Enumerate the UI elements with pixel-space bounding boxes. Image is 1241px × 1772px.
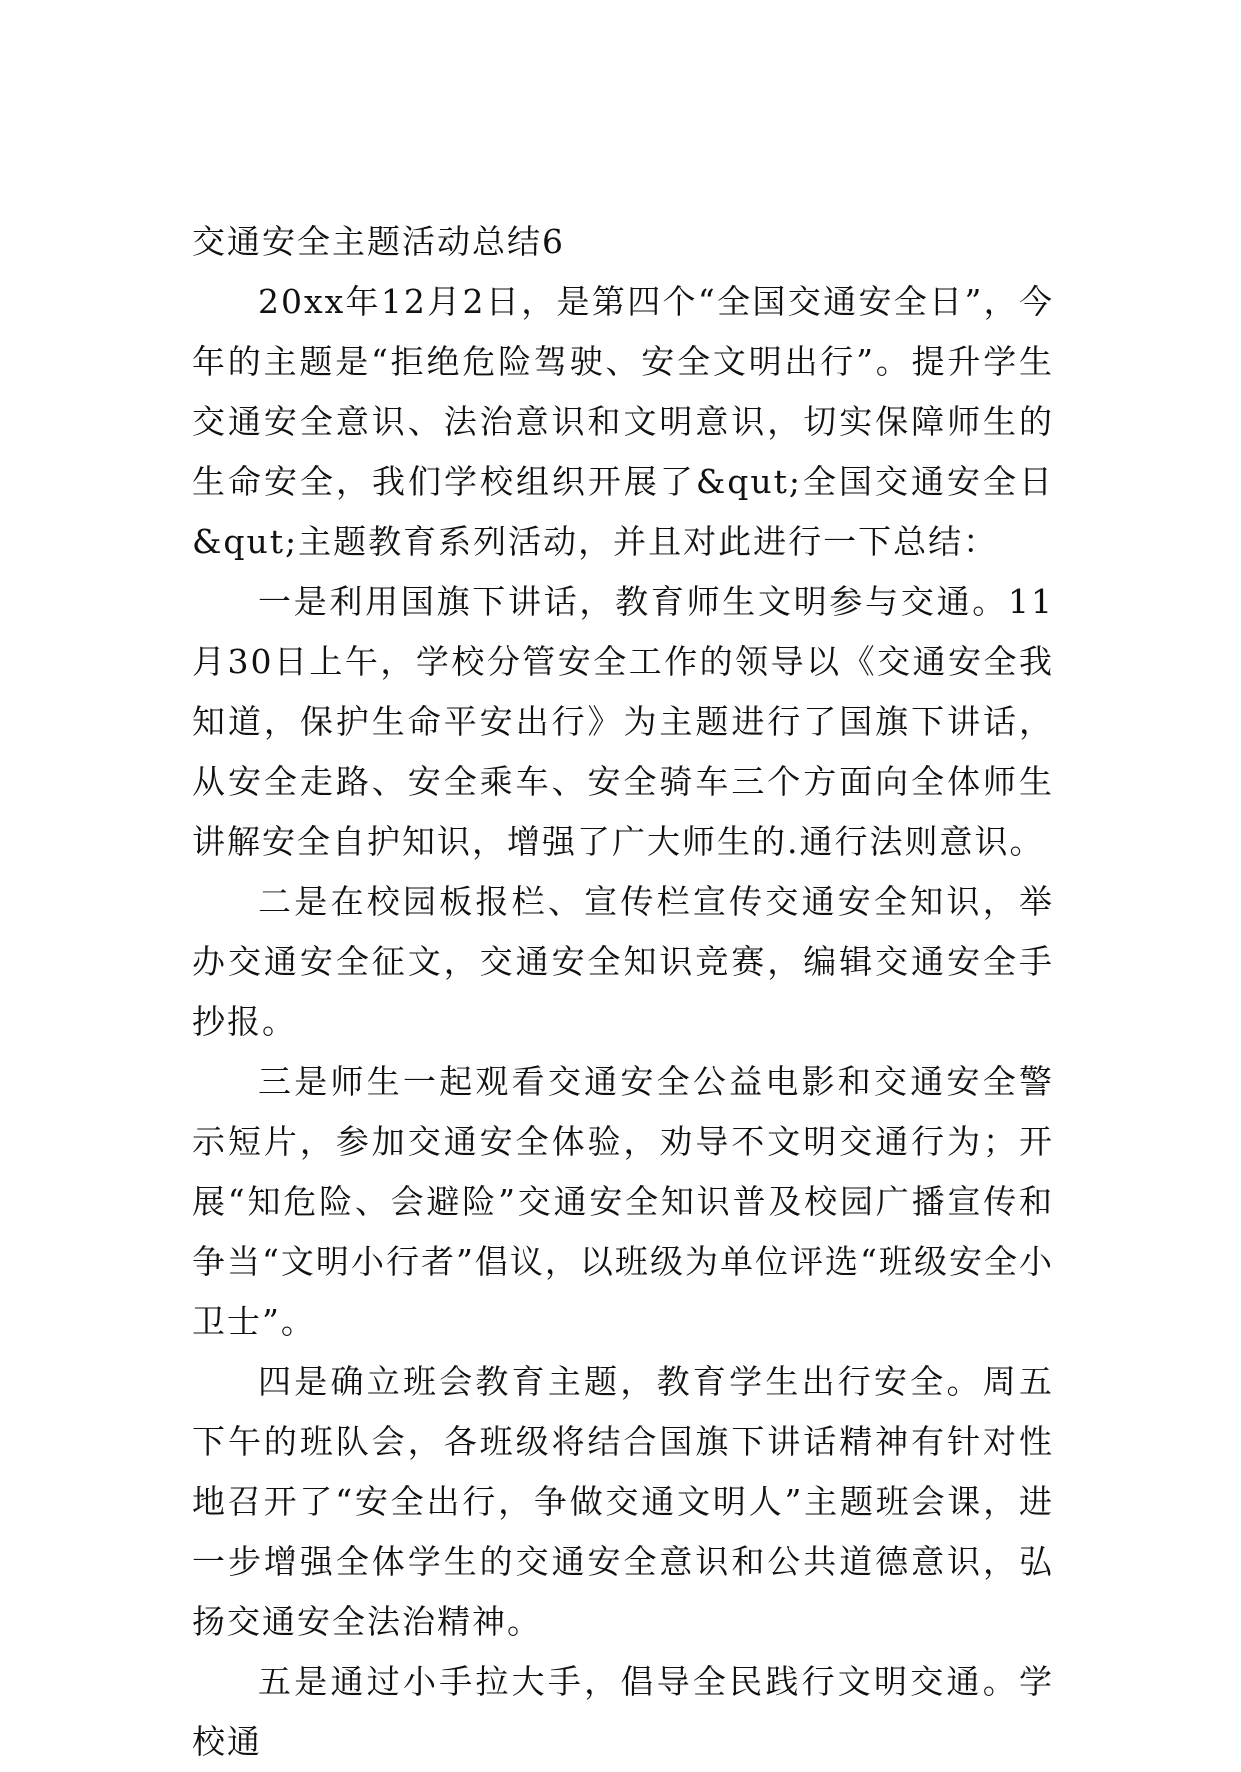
- paragraph-item-1: 一是利用国旗下讲话，教育师生文明参与交通。11月30日上午，学校分管安全工作的领导以《交通安全我知道，保护生命平安出行》为主题进行了国旗下讲话，从安全走路、安全乘车、安全骑车三个方面向全体师生讲解安全自护知识，增强了广大师生的.通行法则意识。: [192, 582, 1054, 861]
- paragraph-item-2: 二是在校园板报栏、宣传栏宣传交通安全知识，举办交通安全征文，交通安全知识竞赛，编辑交通安全手抄报。: [192, 882, 1054, 1041]
- document-title: 交通安全主题活动总结6: [192, 222, 565, 261]
- paragraph-item-3: 三是师生一起观看交通安全公益电影和交通安全警示短片，参加交通安全体验，劝导不文明交通行为；开展“知危险、会避险”交通安全知识普及校园广播宣传和争当“文明小行者”倡议，以班级为单位评选“班级安全小卫士”。: [192, 1062, 1054, 1341]
- document-body: [192, 212, 1054, 1772]
- paragraph-intro: 20xx年12月2日，是第四个“全国交通安全日”，今年的主题是“拒绝危险驾驶、安全文明出行”。提升学生交通安全意识、法治意识和文明意识，切实保障师生的生命安全，我们学校组织开展了&qut;全国交通安全日&qut;主题教育系列活动，并且对此进行一下总结：: [192, 282, 1054, 561]
- paragraph-item-5: 五是通过小手拉大手，倡导全民践行文明交通。学校通: [192, 1662, 1054, 1761]
- paragraph-item-4: 四是确立班会教育主题，教育学生出行安全。周五下午的班队会，各班级将结合国旗下讲话精神有针对性地召开了“安全出行，争做交通文明人”主题班会课，进一步增强全体学生的交通安全意识和公共道德意识，弘扬交通安全法治精神。: [192, 1362, 1054, 1641]
